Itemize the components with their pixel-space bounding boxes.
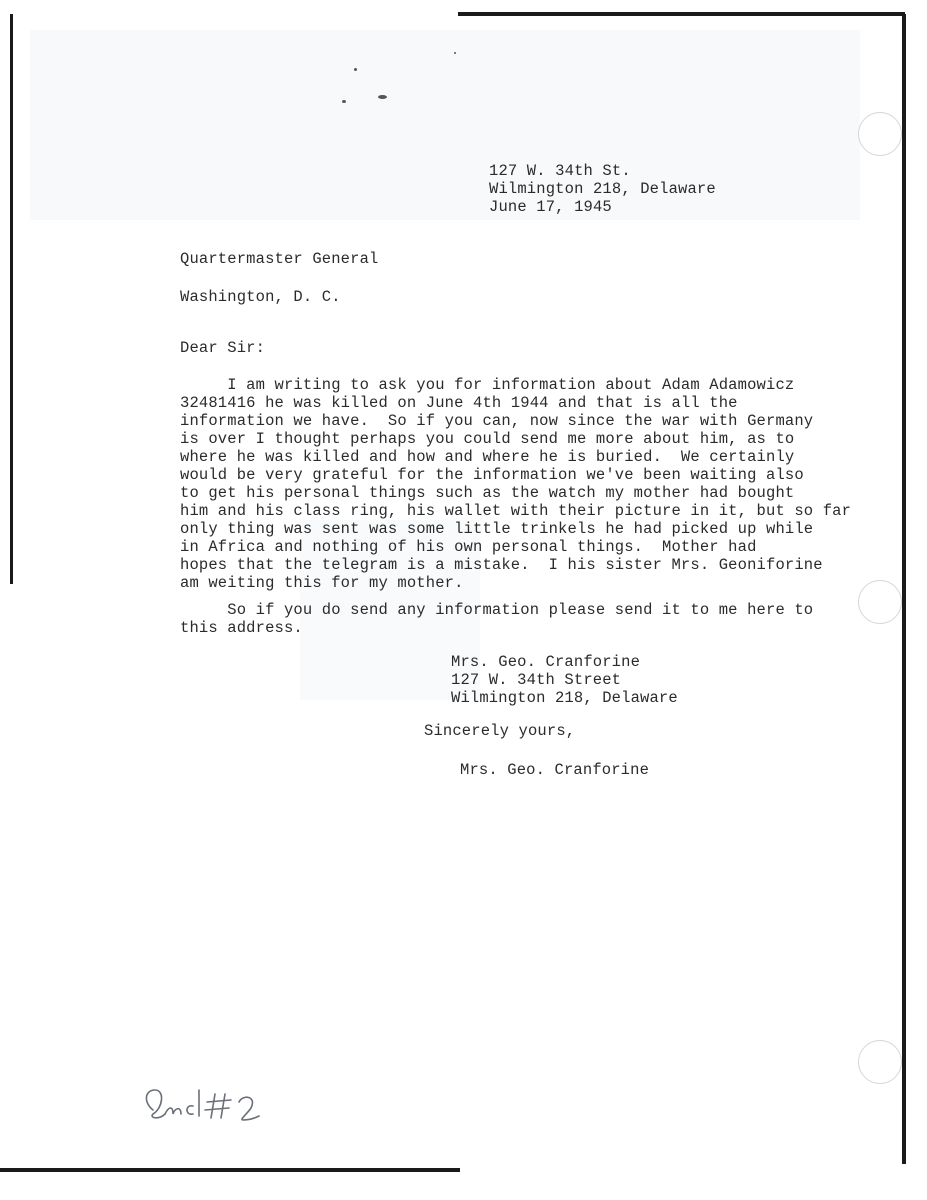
letter-request-paragraph bbox=[180, 601, 820, 637]
scan-edge-left bbox=[10, 14, 13, 584]
letter-date: June 17, 1945 bbox=[489, 198, 612, 216]
punch-hole bbox=[858, 112, 902, 156]
body-line: him and his class ring, his wallet with their picture in it, but so far bbox=[180, 502, 852, 520]
body-line: 32481416 he was killed on June 4th 1944 and that is all the bbox=[180, 394, 738, 412]
scan-speck bbox=[342, 100, 346, 103]
body-line: only thing was sent was some little trinkels he had picked up while bbox=[180, 520, 814, 538]
complimentary-closing: Sincerely yours, bbox=[424, 722, 576, 740]
scan-edge-bottom bbox=[0, 1168, 460, 1172]
recipient-city: Washington, D. C. bbox=[180, 288, 341, 306]
body-line: to get his personal things such as the watch my mother had bought bbox=[180, 484, 795, 502]
handwritten-enclosure-note bbox=[135, 1080, 285, 1130]
bleed-through-smudge bbox=[30, 30, 860, 220]
sender-street: 127 W. 34th St. bbox=[489, 162, 631, 180]
signature-line: Mrs. Geo. Cranforine bbox=[460, 761, 650, 779]
punch-hole bbox=[858, 580, 902, 624]
body-line: I am writing to ask you for information about Adam Adamowicz bbox=[180, 376, 795, 394]
scan-edge-right bbox=[902, 14, 906, 1164]
body-line: information we have. So if you can, now since the war with Germany bbox=[180, 412, 814, 430]
recipient-title: Quartermaster General bbox=[180, 250, 379, 268]
return-name: Mrs. Geo. Cranforine bbox=[451, 653, 641, 671]
scan-speck bbox=[378, 95, 387, 99]
salutation: Dear Sir: bbox=[180, 339, 266, 357]
body-line: this address. bbox=[180, 619, 303, 637]
scan-edge-top bbox=[458, 12, 905, 16]
scan-speck bbox=[354, 68, 357, 71]
punch-hole bbox=[858, 1040, 902, 1084]
body-line: is over I thought perhaps you could send me more about him, as to bbox=[180, 430, 795, 448]
return-city: Wilmington 218, Delaware bbox=[451, 689, 678, 707]
body-line: in Africa and nothing of his own personal things. Mother had bbox=[180, 538, 757, 556]
return-address-block bbox=[451, 653, 678, 707]
sender-city: Wilmington 218, Delaware bbox=[489, 180, 716, 198]
scan-speck bbox=[454, 52, 456, 54]
body-line: hopes that the telegram is a mistake. I his sister Mrs. Geoniforine bbox=[180, 556, 823, 574]
body-line: am weiting this for my mother. bbox=[180, 574, 464, 592]
body-line: where he was killed and how and where he is buried. We certainly bbox=[180, 448, 795, 466]
letter-body-paragraph bbox=[180, 376, 852, 592]
body-line: would be very grateful for the information we've been waiting also bbox=[180, 466, 804, 484]
return-street: 127 W. 34th Street bbox=[451, 671, 622, 689]
body-line: So if you do send any information please send it to me here to bbox=[180, 601, 814, 619]
